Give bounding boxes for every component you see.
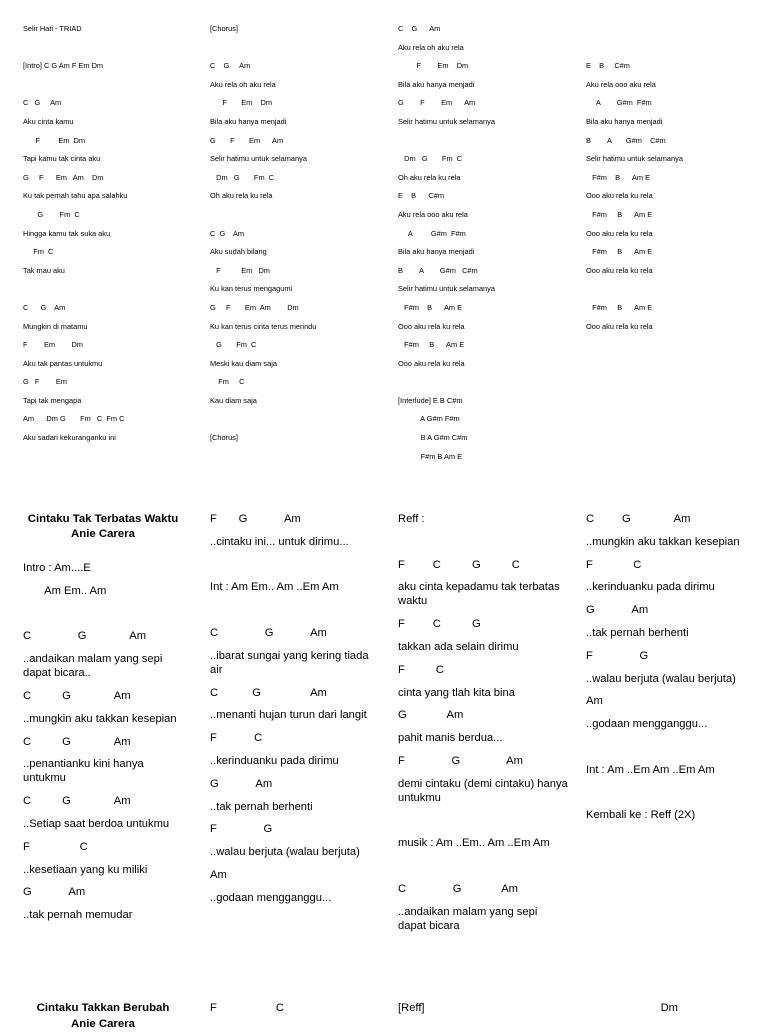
- lyric-line: G Am: [210, 777, 273, 790]
- lyric-line: C G Am: [210, 686, 327, 699]
- takkan-berubah-col-4: [586, 1000, 678, 1016]
- selir-hati-col-3: [398, 24, 573, 470]
- lyric-line: F Em Dm: [23, 340, 83, 350]
- lyric-line: C G Am: [210, 61, 251, 71]
- lyric-line: Oh aku rela ku rela: [398, 172, 461, 182]
- lyric-line: F G: [210, 823, 273, 836]
- chord-line: Dm: [586, 1002, 678, 1014]
- lyric-line: [Chorus]: [210, 24, 238, 33]
- blank-line: [23, 80, 193, 89]
- lyric-line: ..Setiap saat berdoa untukmu: [23, 817, 170, 830]
- blank-line: [586, 284, 761, 293]
- lyric-line: A G#m F#m: [586, 98, 652, 108]
- lyric-line: F#m B Am E: [398, 302, 463, 312]
- lyric-line: E B C#m: [586, 61, 630, 71]
- lyric-line: Ooo aku rela ku rela: [586, 191, 653, 201]
- lyric-line: Am: [210, 868, 227, 881]
- lyric-line: Aku sudah bilang: [210, 247, 267, 257]
- blank-line: [398, 535, 568, 549]
- lyric-line: Selir hatimu untuk selamanya: [398, 284, 495, 294]
- lyric-line: A G#m F#m: [398, 414, 460, 424]
- lyric-line: Bila aku hanya menjadi: [398, 247, 475, 257]
- lyric-line: Aku rela ooo aku rela: [586, 79, 656, 89]
- lyric-line: G Am: [586, 604, 649, 617]
- lyric-line: G Fm C: [23, 209, 80, 219]
- lyric-line: Dm G Fm C: [210, 172, 275, 182]
- blank-line: [398, 859, 568, 873]
- lyric-line: ..walau berjuta (walau berjuta): [586, 672, 736, 685]
- blank-line: [210, 210, 385, 219]
- lyric-line: F#m B Am E: [586, 172, 651, 182]
- lyric-line: Ku kan terus mengagumi: [210, 284, 293, 294]
- lyric-line: ..godaan mengganggu...: [586, 718, 708, 731]
- lyric-line: C G Am: [210, 228, 245, 238]
- lyric-line: Fm C: [23, 247, 54, 257]
- blank-line: [586, 43, 761, 52]
- lyric-line: ..menanti hujan turun dari langit: [210, 709, 367, 722]
- lyric-line: F#m B Am E: [586, 302, 653, 312]
- lyric-line: Ooo aku rela ku rela: [586, 228, 653, 238]
- lyric-line: Kau diam saja: [210, 395, 257, 405]
- lyric-line: aku cinta kepadamu tak terbatas waktu: [398, 581, 560, 608]
- lyric-line: Oh aku rela ku rela: [210, 191, 273, 201]
- lyric-line: F#m B Am E: [586, 247, 653, 257]
- lyric-line: ..cintaku ini... untuk dirimu...: [210, 535, 349, 548]
- lyric-line: Dm G Fm C: [398, 154, 463, 164]
- lyric-line: Am: [586, 695, 603, 708]
- lyric-line: Aku tak pantas untukmu: [23, 358, 103, 368]
- lyric-line: G Fm C: [210, 340, 257, 350]
- lyric-line: F G Am: [210, 513, 301, 525]
- lyric-line: G F Em Am: [398, 98, 476, 108]
- lyric-line: Ooo aku rela ku rela: [398, 358, 465, 368]
- lyric-line: Ooo aku rela ku rela: [586, 265, 653, 275]
- lyric-line: [Chorus]: [210, 433, 238, 443]
- lyric-line: pahit manis berdua...: [398, 732, 503, 745]
- lyric-line: F G Am: [398, 754, 523, 767]
- lyric-line: Selir hatimu untuk selamanya: [398, 116, 495, 126]
- lyric-line: F Em Dm: [398, 61, 469, 71]
- cintaku-col-4: [586, 512, 761, 831]
- lyric-line: Tapi kamu tak cinta aku: [23, 154, 101, 164]
- lyric-line: G F Em: [23, 377, 67, 387]
- blank-line: [398, 377, 573, 386]
- lyric-line: [Intro] C G Am F Em Dm: [23, 61, 104, 71]
- lyric-line: C G Am: [23, 630, 147, 643]
- lyric-line: Bila aku hanya menjadi: [586, 116, 663, 126]
- takkan-berubah-col-3: [398, 1000, 425, 1016]
- selir-hati-col-2: [210, 24, 385, 452]
- lyric-line: Aku rela oh aku rela: [398, 42, 464, 52]
- lyric-line: C G Am: [210, 626, 327, 639]
- lyric-line: Hingga kamu tak suka aku: [23, 228, 111, 238]
- selir-hati-col-4: [586, 24, 761, 340]
- lyric-line: F C: [398, 663, 444, 676]
- lyric-line: Ooo aku rela ku rela: [398, 321, 465, 331]
- lyric-line: ..andaikan malam yang sepi dapat bicara..: [23, 653, 163, 680]
- lyric-line: ..andaikan malam yang sepi dapat bicara: [398, 905, 538, 932]
- song-title-2: Cintaku Takkan Berubah Anie Carera: [36, 1002, 170, 1030]
- lyric-line: ..kerinduanku pada dirimu: [210, 754, 339, 767]
- lyric-line: ..kesetiaan yang ku miliki: [23, 863, 148, 876]
- lyric-line: B A G#m C#m: [398, 433, 468, 443]
- song-title: Cintaku Tak Terbatas Waktu Anie Carera: [27, 513, 179, 540]
- lyric-line: ..kerinduanku pada dirimu: [586, 581, 715, 594]
- lyric-line: C G Am: [23, 689, 131, 702]
- lyric-line: C G Am: [23, 735, 131, 748]
- lyric-line: Ku kan terus cinta terus merindu: [210, 321, 317, 331]
- lyric-line: ..tak pernah berhenti: [210, 800, 313, 813]
- lyric-line: C G Am: [398, 882, 518, 895]
- lyric-line: B A G#m C#m: [586, 135, 666, 145]
- lyric-line: Ooo aku rela ku rela: [586, 321, 653, 331]
- lyric-line: Meski kau diam saja: [210, 358, 277, 368]
- lyric-line: C G Am: [23, 98, 62, 108]
- blank-line: [23, 284, 193, 293]
- lyric-line: G Am: [398, 709, 464, 722]
- lyric-line: Int : Am ..Em Am ..Em Am: [586, 763, 715, 776]
- lyric-line: cinta yang tlah kita bina: [398, 686, 515, 699]
- lyric-line: ..penantianku kini hanya untukmu: [23, 758, 144, 785]
- blank-line: [398, 814, 568, 828]
- blank-line: [210, 414, 385, 423]
- lyric-line: F Em Dm: [210, 98, 273, 108]
- takkan-berubah-col-2: [210, 1000, 284, 1016]
- section-label: [Reff]: [398, 1002, 425, 1014]
- lyric-line: C G Am: [398, 24, 441, 33]
- cintaku-col-1-lines: [23, 561, 183, 922]
- selir-hati-col-1: [23, 24, 193, 452]
- lyric-line: Am Dm G Fm C Fm C: [23, 414, 125, 424]
- blank-line: [210, 43, 385, 52]
- takkan-berubah-col-1: [23, 1000, 183, 1032]
- lyric-line: Aku rela oh aku rela: [210, 79, 276, 89]
- blank-line: [586, 740, 761, 754]
- lyric-line: ..walau berjuta (walau berjuta): [210, 846, 360, 859]
- lyric-line: F C G C: [398, 558, 520, 571]
- lyric-line: F Em Dm: [210, 265, 270, 275]
- lyric-line: Fm C: [210, 377, 245, 387]
- lyric-line: G F Em Am Dm: [23, 172, 104, 182]
- lyric-line: takkan ada selain dirimu: [398, 640, 519, 653]
- lyric-line: ..mungkin aku takkan kesepian: [23, 712, 177, 725]
- lyric-line: Am Em.. Am: [23, 584, 107, 597]
- lyric-line: ..godaan mengganggu...: [210, 891, 332, 904]
- blank-line: [210, 603, 380, 617]
- lyric-line: G F Em Am Dm: [210, 302, 299, 312]
- lyric-line: B A G#m C#m: [398, 265, 478, 275]
- lyric-line: Int : Am Em.. Am ..Em Am: [210, 581, 339, 594]
- lyric-line: Selir hatimu untuk selamanya: [210, 154, 307, 164]
- lyric-line: Tapi tak mengapa: [23, 395, 82, 405]
- lyric-line: Kembali ke : Reff (2X): [586, 809, 696, 822]
- lyric-line: E B C#m: [398, 191, 444, 201]
- cintaku-col-2: [210, 512, 380, 914]
- lyric-line: F C G: [398, 618, 481, 631]
- blank-line: [23, 43, 193, 52]
- cintaku-col-1: [23, 512, 183, 931]
- chord-line: F C: [210, 1002, 284, 1014]
- blank-line: [398, 136, 573, 145]
- lyric-line: ..mungkin aku takkan kesepian: [586, 535, 740, 548]
- lyric-line: Bila aku hanya menjadi: [210, 116, 287, 126]
- lyric-line: F#m B Am E: [398, 451, 463, 461]
- lyric-line: Aku sadari kekuranganku ini: [23, 433, 116, 443]
- lyric-line: ..ibarat sungai yang kering tiada air: [210, 649, 369, 676]
- lyric-line: Selir hatimu untuk selamanya: [586, 154, 683, 164]
- lyric-line: ..tak pernah berhenti: [586, 626, 689, 639]
- lyric-line: [Interlude] E B C#m: [398, 395, 463, 405]
- lyric-line: Bila aku hanya menjadi: [398, 79, 475, 89]
- lyric-line: C G Am: [586, 513, 691, 525]
- lyric-line: Tak mau aku: [23, 265, 65, 275]
- cintaku-col-3: [398, 512, 568, 942]
- lyric-line: Intro : Am....E: [23, 562, 91, 574]
- lyric-line: ..tak pernah memudar: [23, 909, 133, 922]
- lyric-line: Selir Hati - TRIAD: [23, 24, 82, 33]
- lyric-line: C G Am: [23, 302, 66, 312]
- lyric-line: C G Am: [23, 795, 131, 808]
- blank-line: [23, 607, 183, 621]
- lyric-line: Aku rela ooo aku rela: [398, 209, 468, 219]
- lyric-line: Reff :: [398, 513, 425, 525]
- lyric-line: musik : Am ..Em.. Am ..Em Am: [398, 837, 550, 850]
- lyric-line: G F Em Am: [210, 135, 284, 145]
- lyric-line: Ku tak pernah tahu apa salahku: [23, 191, 128, 201]
- blank-line: [586, 24, 761, 33]
- lyric-line: F Em Dm: [23, 135, 86, 145]
- lyric-line: A G#m F#m: [398, 228, 466, 238]
- lyric-line: demi cintaku (demi cintaku) hanya untukmu: [398, 777, 568, 804]
- lyric-line: F C: [586, 558, 642, 571]
- lyric-line: F#m B Am E: [398, 340, 465, 350]
- lyric-line: F C: [210, 732, 263, 745]
- lyric-line: F#m B Am E: [586, 209, 653, 219]
- lyric-line: F C: [23, 840, 88, 853]
- blank-line: [586, 786, 761, 800]
- blank-line: [210, 558, 380, 572]
- lyric-line: G Am: [23, 886, 86, 899]
- lyric-line: Aku cinta kamu: [23, 116, 74, 126]
- lyric-line: F G: [586, 649, 649, 662]
- lyric-line: Mungkin di matamu: [23, 321, 88, 331]
